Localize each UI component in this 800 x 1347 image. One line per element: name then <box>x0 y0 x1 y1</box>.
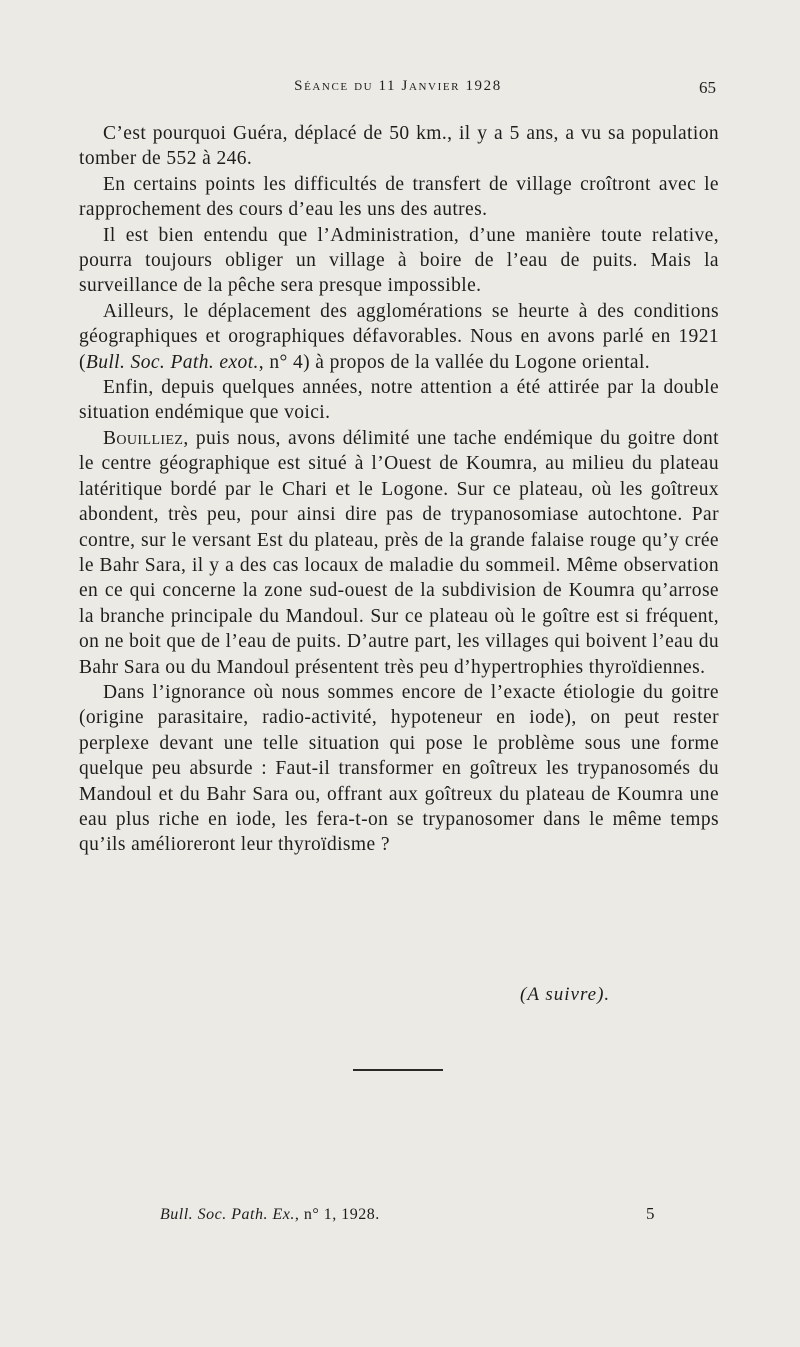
body-text <box>79 121 719 858</box>
to-be-continued: (A suivre). <box>520 984 611 1005</box>
author-name: Bouilliez <box>103 427 184 449</box>
paragraph-text: C’est pourquoi Guéra, déplacé de 50 km., il y a 5 ans, a vu sa population tomber de 552 à 246. <box>79 123 719 170</box>
paragraph-text: Ailleurs, le déplacement des agglomérations se heurte à des conditions géographiques et orographiques défavorables. Nous en avons parlé en 1921 ( <box>79 300 719 373</box>
footer-journal: Bull. Soc. Path. Ex. <box>160 1206 295 1223</box>
running-head-title: Séance du 11 Janvier 1928 <box>294 78 502 94</box>
paragraph <box>79 299 719 375</box>
footer-citation <box>160 1206 380 1224</box>
paragraph-text: Enfin, depuis quelques années, notre attention a été attirée par la double situation endémique que voici. <box>79 377 719 424</box>
paragraph <box>79 223 719 299</box>
paragraph <box>79 680 719 858</box>
paragraph <box>79 172 719 223</box>
section-rule <box>353 1069 443 1071</box>
journal-citation: Bull. Soc. Path. exot. <box>85 351 259 373</box>
paragraph <box>79 375 719 426</box>
running-head <box>80 78 716 102</box>
paragraph-text: , n° 4) à propos de la vallée du Logone oriental. <box>258 351 651 373</box>
page-number: 65 <box>699 78 716 97</box>
paragraph-text: Dans l’ignorance où nous sommes encore de l’exacte étiologie du goitre (origine parasitaire, radio-activité, hypoteneur en iode), on peut rester perplexe devant une telle situation qui pose le problème sous une forme quelque peu absurde : Faut-il transformer en goîtreux les trypanosomés du Mandoul et du Bahr Sara ou, offrant aux goîtreux du plateau de Koumra une eau plus riche en iode, les fera-t-on se trypanosomer dans le même temps qu’ils amélioreront leur thyroïdisme ? <box>79 681 719 856</box>
paragraph-text: Il est bien entendu que l’Administration, d’une manière toute relative, pourra toujours obliger un village à boire de l’eau de puits. Mais la surveillance de la pêche sera presque impossible. <box>79 224 719 297</box>
paragraph-text: , puis nous, avons délimité une tache endémique du goitre dont le centre géographique est situé à l’Ouest de Koumra, au milieu du plateau latéritique bordé par le Chari et le Logone. Sur ce plateau, où les goîtreux abondent, très peu, pour ainsi dire pas de trypanosomiase autochtone. Par contre, sur le versant Est du plateau, près de la grande falaise rouge qu’y crée le Bahr Sara, il y a des cas locaux de maladie du sommeil. Même observation en ce qui concerne la zone sud-ouest de la subdivision de Koumra qu’arrose la branche principale du Mandoul. Sur ce plateau où le goître est si fréquent, on ne boit que de l’eau de puits. D’autre part, les villages qui boivent l’eau du Bahr Sara ou du Mandoul présentent très peu d’hypertrophies thyroïdiennes. <box>79 427 719 678</box>
paragraph <box>79 426 719 680</box>
footer-issue: , n° 1, 1928. <box>294 1206 380 1223</box>
signature-mark: 5 <box>646 1204 655 1223</box>
paragraph <box>79 121 719 172</box>
paragraph-text: En certains points les difficultés de transfert de village croîtront avec le rapprochement des cours d’eau les uns des autres. <box>79 173 719 221</box>
